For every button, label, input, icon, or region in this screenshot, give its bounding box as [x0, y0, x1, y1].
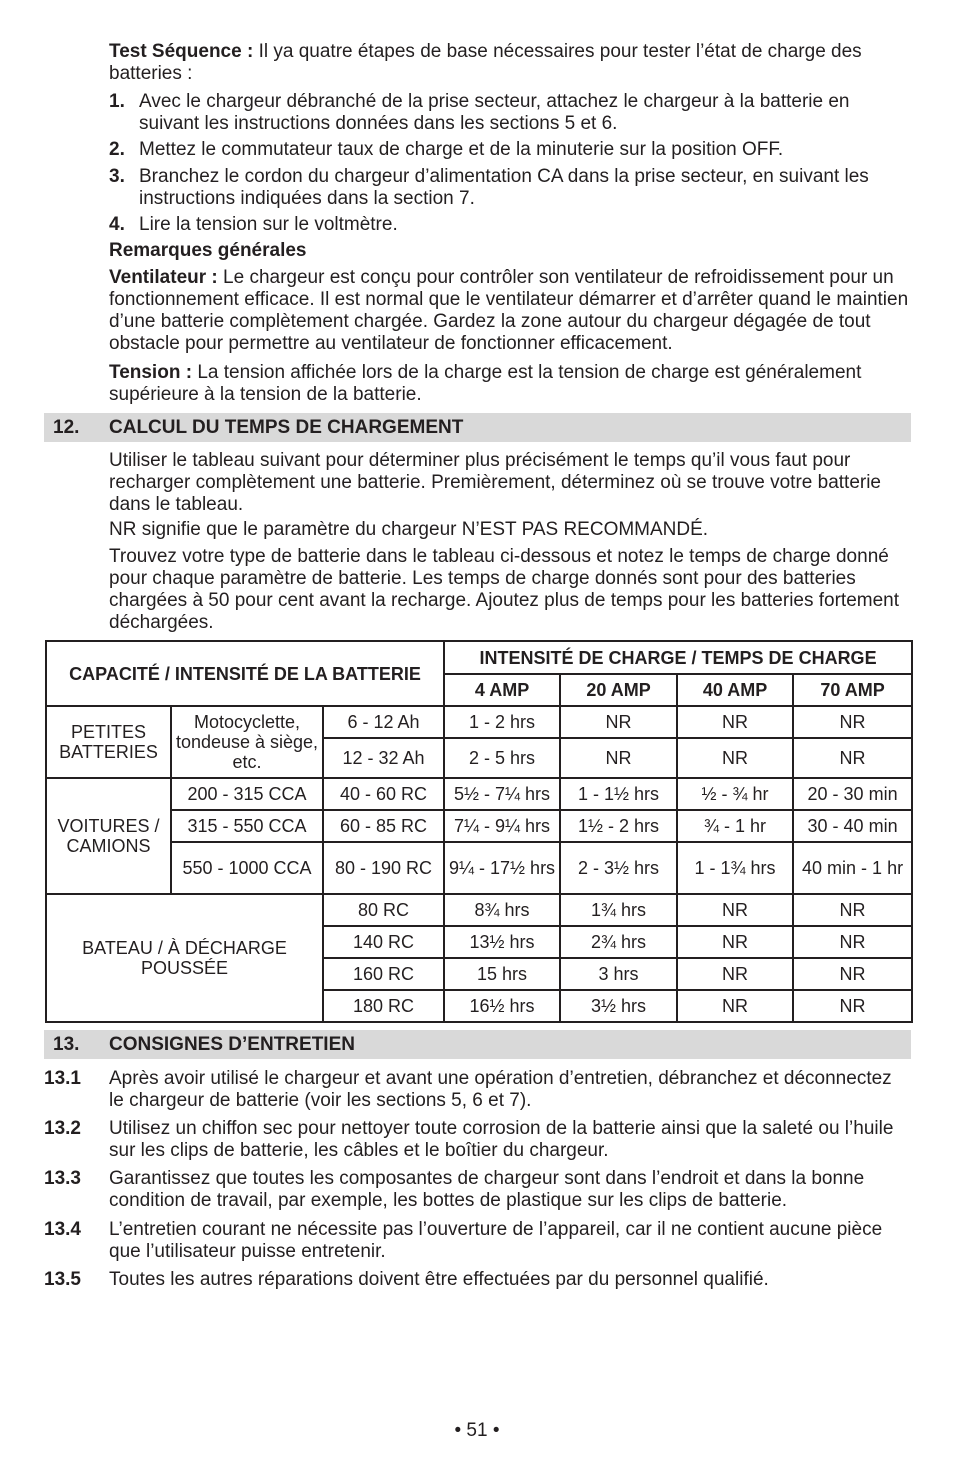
value-cell: NR [677, 706, 793, 738]
rc-cell: 40 - 60 RC [323, 778, 444, 810]
voltage-label: Tension : [109, 362, 193, 383]
header-capacity: CAPACITÉ / INTENSITÉ DE LA BATTERIE [46, 641, 444, 706]
value-cell: NR [793, 990, 912, 1022]
value-cell: 1 - 2 hrs [444, 706, 560, 738]
small-battery-type: Motocyclette, tondeuse à siège, etc. [171, 706, 323, 778]
value-cell: 2¾ hrs [560, 926, 677, 958]
value-cell: NR [677, 958, 793, 990]
step-number: 2. [109, 139, 125, 160]
value-cell: 3½ hrs [560, 990, 677, 1022]
item-text: Utilisez un chiffon sec pour nettoyer toute corrosion de la batterie ainsi que la saleté ou l’huile sur les clips de batterie, les câbles et le boîtier du chargeur. [109, 1118, 894, 1161]
table-header-row [46, 641, 912, 674]
rc-cell: 140 RC [323, 926, 444, 958]
voltage-text: La tension affichée lors de la charge est la tension de charge est généralement supérieure à la tension de la batterie. [109, 362, 862, 405]
charge-time-table [45, 640, 913, 1023]
voltage-paragraph [109, 362, 911, 406]
value-cell: 1¾ hrs [560, 894, 677, 926]
section-12-paragraph-1: Utiliser le tableau suivant pour déterminer plus précisément le temps qu’il vous faut pour recharger complètement une batterie. Premièrement, déterminez où se trouve votre batterie dans le tableau. [109, 450, 881, 515]
item-number: 13.2 [44, 1118, 81, 1139]
test-sequence-label: Test Séquence : [109, 41, 254, 62]
page-number: • 51 • [454, 1420, 500, 1441]
value-cell: 2 - 5 hrs [444, 738, 560, 778]
cca-cell: 200 - 315 CCA [171, 778, 323, 810]
step-number: 3. [109, 166, 125, 187]
section-12-paragraph-3: Trouvez votre type de batterie dans le tableau ci-dessous et notez le temps de charge donné pour chaque paramètre de batterie. Les temps de charge donnés sont pour des batteries chargées à 50 pour cent avant la recharge. Ajoutez plus de temps pour les batteries fortement déchargées. [109, 546, 900, 633]
value-cell: NR [793, 958, 912, 990]
item-text: Garantissez que toutes les composantes de chargeur sont dans l’endroit et dans la bonne condition de travail, par exemple, les bottes de plastique sur les clips de batterie. [109, 1168, 865, 1211]
cca-cell: 315 - 550 CCA [171, 810, 323, 842]
value-cell: NR [560, 738, 677, 778]
table-row [46, 842, 912, 894]
rc-cell: 60 - 85 RC [323, 810, 444, 842]
header-20-amp: 20 AMP [560, 674, 677, 706]
section-title: CONSIGNES D’ENTRETIEN [109, 1034, 355, 1055]
value-cell: 40 min - 1 hr [793, 842, 912, 894]
rc-cell: 160 RC [323, 958, 444, 990]
value-cell: 30 - 40 min [793, 810, 912, 842]
item-number: 13.4 [44, 1219, 81, 1240]
table-row [46, 778, 912, 810]
value-cell: 7¼ - 9¼ hrs [444, 810, 560, 842]
value-cell: 9¼ - 17½ hrs [444, 842, 560, 894]
item-number: 13.3 [44, 1168, 81, 1189]
group-small-batteries: PETITES BATTERIES [46, 706, 171, 778]
header-4-amp: 4 AMP [444, 674, 560, 706]
group-boat-deep-cycle: BATEAU / À DÉCHARGE POUSSÉE [46, 894, 323, 1022]
test-sequence-paragraph [109, 41, 911, 85]
value-cell: 8¾ hrs [444, 894, 560, 926]
fan-paragraph [109, 267, 911, 355]
value-cell: 1½ - 2 hrs [560, 810, 677, 842]
value-cell: 15 hrs [444, 958, 560, 990]
header-70-amp: 70 AMP [793, 674, 912, 706]
value-cell: NR [677, 894, 793, 926]
item-text: Toutes les autres réparations doivent être effectuées par du personnel qualifié. [109, 1269, 769, 1290]
value-cell: NR [793, 706, 912, 738]
value-cell: 13½ hrs [444, 926, 560, 958]
test-sequence-text: Il ya quatre étapes de base nécessaires pour tester l’état de charge des batteries : [109, 41, 862, 84]
table-row [46, 810, 912, 842]
step-text: Mettez le commutateur taux de charge et de la minuterie sur la position OFF. [139, 139, 784, 160]
item-number: 13.1 [44, 1068, 81, 1089]
rc-cell: 180 RC [323, 990, 444, 1022]
value-cell: NR [677, 990, 793, 1022]
value-cell: 16½ hrs [444, 990, 560, 1022]
value-cell: NR [793, 894, 912, 926]
step-text: Lire la tension sur le voltmètre. [139, 214, 398, 235]
section-12-header [44, 413, 911, 442]
step-text: Avec le chargeur débranché de la prise secteur, attachez le chargeur à la batterie en suivant les instructions données dans les sections 5 et 6. [139, 91, 850, 134]
header-40-amp: 40 AMP [677, 674, 793, 706]
value-cell: 2 - 3½ hrs [560, 842, 677, 894]
fan-text: Le chargeur est conçu pour contrôler son ventilateur de refroidissement pour un fonctionnement efficace. Il est normal que le ventilateur démarrer et d’arrêter quand le maintien d’une batterie complètement chargée. Gardez la zone autour du chargeur dégagée de tout obstacle pour permettre au ventilateur de fonctionner efficacement. [109, 267, 909, 354]
value-cell: 20 - 30 min [793, 778, 912, 810]
step-text: Branchez le cordon du chargeur d’alimentation CA dans la prise secteur, en suivant les instructions indiquées dans la section 7. [139, 166, 869, 209]
value-cell: 5½ - 7¼ hrs [444, 778, 560, 810]
section-title: CALCUL DU TEMPS DE CHARGEMENT [109, 417, 464, 438]
table-row [46, 894, 912, 926]
group-cars-trucks: VOITURES / CAMIONS [46, 778, 171, 894]
rc-cell: 80 - 190 RC [323, 842, 444, 894]
value-cell: 3 hrs [560, 958, 677, 990]
header-charge-rate: INTENSITÉ DE CHARGE / TEMPS DE CHARGE [444, 641, 912, 674]
fan-label: Ventilateur : [109, 267, 218, 288]
value-cell: ¾ - 1 hr [677, 810, 793, 842]
cca-cell: 550 - 1000 CCA [171, 842, 323, 894]
step-number: 4. [109, 214, 125, 235]
value-cell: NR [793, 926, 912, 958]
item-text: Après avoir utilisé le chargeur et avant une opération d’entretien, débranchez et déconnectez le chargeur de batterie (voir les sections 5, 6 et 7). [109, 1068, 892, 1111]
section-13-header [44, 1030, 911, 1059]
value-cell: NR [677, 926, 793, 958]
capacity-cell: 6 - 12 Ah [323, 706, 444, 738]
table-row [46, 706, 912, 738]
item-number: 13.5 [44, 1269, 81, 1290]
step-number: 1. [109, 91, 125, 112]
item-text: L’entretien courant ne nécessite pas l’ouverture de l’appareil, car il ne contient aucune pièce que l’utilisateur puisse entretenir. [109, 1219, 883, 1262]
section-number: 13. [53, 1034, 80, 1055]
section-12-paragraph-2: NR signifie que le paramètre du chargeur N’EST PAS RECOMMANDÉ. [109, 519, 709, 540]
section-number: 12. [53, 417, 80, 438]
value-cell: NR [560, 706, 677, 738]
rc-cell: 80 RC [323, 894, 444, 926]
value-cell: 1 - 1½ hrs [560, 778, 677, 810]
value-cell: ½ - ¾ hr [677, 778, 793, 810]
value-cell: 1 - 1¾ hrs [677, 842, 793, 894]
capacity-cell: 12 - 32 Ah [323, 738, 444, 778]
value-cell: NR [793, 738, 912, 778]
remarks-heading: Remarques générales [109, 240, 307, 261]
value-cell: NR [677, 738, 793, 778]
